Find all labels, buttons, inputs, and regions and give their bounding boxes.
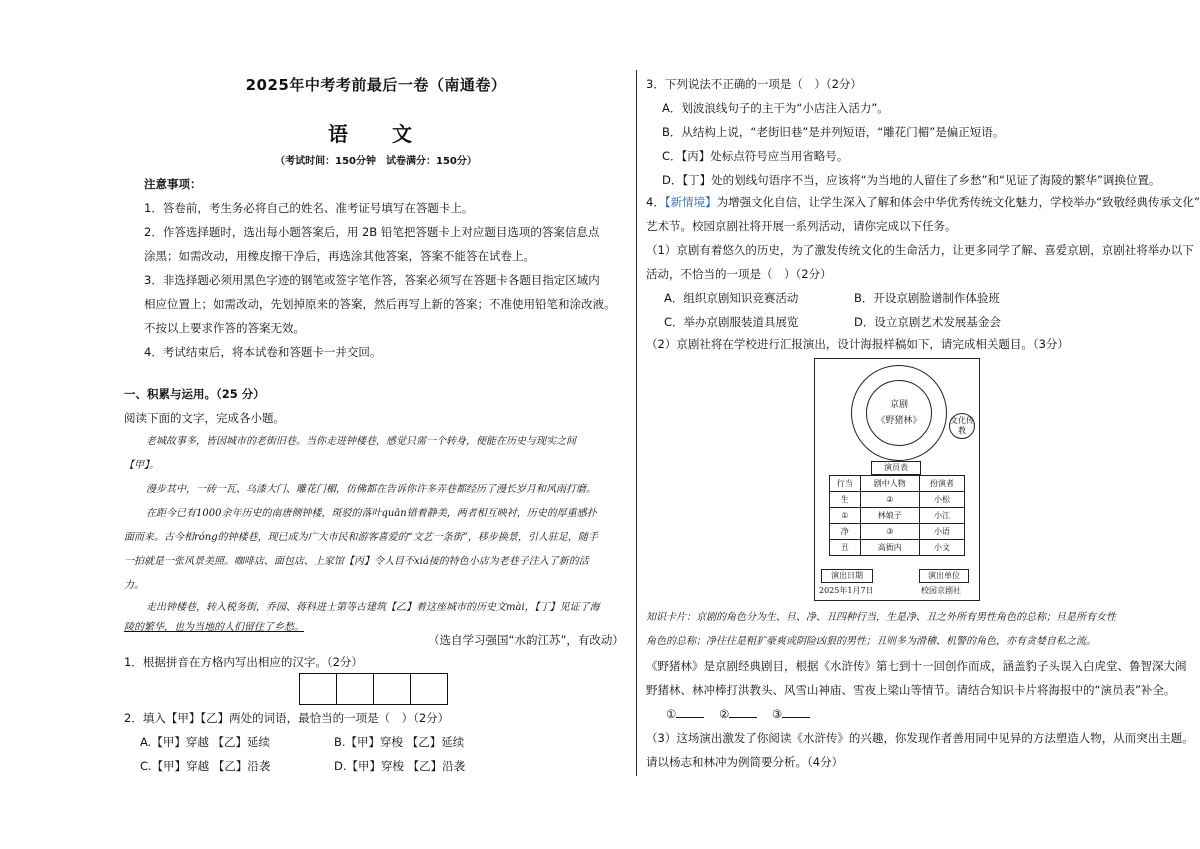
q4-1-text-2: 活动，不恰当的一项是（ ）（2分） <box>646 267 832 281</box>
table-header: 行当 <box>830 476 861 492</box>
q4-2-text: （2）京剧社将在学校进行汇报演出，设计海报样稿如下，请完成相关题目。（3分） <box>646 337 1069 351</box>
q4-text-2: 艺术节。校园京剧社将开展一系列活动，请你完成以下任务。 <box>646 219 957 233</box>
q4-1-option-d: D．设立京剧艺术发展基金会 <box>854 315 1001 329</box>
subject-title: 语 文 <box>328 122 424 146</box>
passage-source: （选自学习强国“水韵江苏”，有改动） <box>428 633 624 647</box>
q2-option-b: B.【甲】穿梭 【乙】延续 <box>334 735 465 749</box>
passage-line: 面而来。古今相róng的钟楼巷，现已成为广大市民和游客喜爱的“文艺一条街”，移步换景，引人驻足，随手 <box>124 532 598 543</box>
answer-blank[interactable] <box>782 707 810 718</box>
q4-3-text: （3）这场演出激发了你阅读《水浒传》的兴趣，你发现作者善用同中见异的方法塑造人物，从而突出主题。 <box>646 731 1194 745</box>
notice-item: 不按以上要求作答的答案无效。 <box>144 321 305 335</box>
passage-line: 在距今已有1000余年历史的南唐侧钟楼，斑驳的落叶quān错着静美，两者相互映衬，历史的厚重感扑 <box>146 508 597 519</box>
q2-option-d: D.【甲】穿梭 【乙】沿袭 <box>334 759 466 773</box>
notice-item: 3．非选择题必须用黑色字迹的钢笔或签字笔作答，答案必须写在答题卡各题目指定区域内 <box>144 273 600 287</box>
cast-table <box>829 475 965 556</box>
table-row <box>830 540 965 556</box>
table-cell: 丑 <box>830 540 861 556</box>
answer-box[interactable] <box>336 673 374 705</box>
q4-number: 4． <box>646 195 665 209</box>
poster-play-name: 《野猪林》 <box>876 416 922 426</box>
table-row <box>830 524 965 540</box>
blank-label: ③ <box>771 707 783 721</box>
answer-box[interactable] <box>373 673 411 705</box>
passage-line: 走出钟楼巷，转入税务街，乔园、蒋科进士第等古建筑【乙】着这座城市的历史文mài，【丁】见证了海 <box>146 602 600 613</box>
notice-item: 2．作答选择题时，选出每小题答案后，用 2B 铅笔把答题卡上对应题目选项的答案信息点 <box>144 225 600 239</box>
q4-1-option-b: B．开设京剧脸谱制作体验班 <box>854 291 1000 305</box>
table-cell: 小文 <box>919 540 964 556</box>
question-3: 3．下列说法不正确的一项是（ ）（2分） <box>646 77 862 91</box>
table-cell: 小松 <box>919 492 964 508</box>
table-cell: 小江 <box>919 508 964 524</box>
passage-line: 漫步其中，一砖一瓦、乌漆大门、雕花门楣，仿佛都在告诉你许多弄巷都经历了漫长岁月和风雨打磨。 <box>146 484 596 495</box>
table-cell: ① <box>830 508 861 524</box>
passage-line: 陵的繁华，也为当地的人们留住了乡愁。 <box>124 622 304 633</box>
q3-option-b: B．从结构上说，“老街旧巷”是并列短语，“雕花门楣”是偏正短语。 <box>662 125 1005 139</box>
section-heading: 一、积累与运用。（25 分） <box>124 387 265 401</box>
fill-blanks <box>666 706 810 722</box>
section-intro: 阅读下面的文字，完成各小题。 <box>124 411 285 425</box>
passage-line: 【甲】。 <box>124 460 159 471</box>
blank-label: ② <box>718 707 730 721</box>
q2-option-a: A.【甲】穿越 【乙】延续 <box>140 735 270 749</box>
column-divider <box>636 70 637 776</box>
q4-1-text: （1）京剧有着悠久的历史，为了激发传统文化的生命活力，让更多同学了解、喜爱京剧，京剧社将举办以下 <box>646 243 1194 257</box>
play-intro: 野猪林、林冲棒打洪教头、风雪山神庙、雪夜上梁山等情节。请结合知识卡片将海报中的“演员表”补全。 <box>646 683 1176 697</box>
answer-box[interactable] <box>299 673 337 705</box>
question-1: 1．根据拼音在方格内写出相应的汉字。（2分） <box>124 655 363 669</box>
table-header: 剧中人物 <box>860 476 919 492</box>
culture-stamp: 文化传教 <box>949 413 975 439</box>
table-cell: ③ <box>860 524 919 540</box>
poster-emblem <box>851 365 947 461</box>
answer-blank[interactable] <box>676 707 704 718</box>
poster-emblem-inner <box>866 380 932 446</box>
exam-info: （考试时间：150分钟 试卷满分：150分） <box>275 156 477 167</box>
notice-item: 相应位置上；如需改动，先划掉原来的答案，然后再写上新的答案；不准使用铅笔和涂改液。 <box>144 297 616 311</box>
passage-line: 一拍就是一张风景美照。咖啡店、面包店、上家馆【丙】令人目不xiá接的特色小店为老巷子注入了新的活 <box>124 556 589 567</box>
table-cell: 生 <box>830 492 861 508</box>
answer-box[interactable] <box>410 673 448 705</box>
table-cell: ② <box>860 492 919 508</box>
blank-label: ① <box>666 707 677 721</box>
q3-option-c: C．【丙】处标点符号应当用省略号。 <box>662 149 849 163</box>
table-header: 扮演者 <box>919 476 964 492</box>
question-2: 2．填入【甲】【乙】两处的词语，最恰当的一项是（ ）（2分） <box>124 711 450 725</box>
q3-option-d: D．【丁】处的划线句语序不当，应该将“为当地的人留住了乡愁”和“见证了海陵的繁华”调换位置。 <box>662 173 1161 187</box>
table-cell: 高衙内 <box>860 540 919 556</box>
exam-title: 2025年中考考前最后一卷（南通卷） <box>245 76 507 94</box>
notice-item: 涂黑；如需改动，用橡皮擦干净后，再选涂其他答案，答案不能答在试卷上。 <box>144 249 535 263</box>
show-unit-value: 校园京剧社 <box>921 586 961 595</box>
answer-blank[interactable] <box>729 707 757 718</box>
new-context-tag: 【新情境】 <box>664 195 717 209</box>
table-cell: 林娘子 <box>860 508 919 524</box>
notice-item: 1．答卷前，考生务必将自己的姓名、准考证号填写在答题卡上。 <box>144 201 474 215</box>
q2-option-c: C.【甲】穿越 【乙】沿袭 <box>140 759 271 773</box>
q3-option-a: A．划波浪线句子的主干为“小店注入活力”。 <box>662 101 889 115</box>
passage-line: 老城故事多，皆因城市的老街旧巷。当你走进钟楼巷，感觉只需一个转身，便能在历史与现实之间 <box>146 436 576 447</box>
q4-1-option-c: C．举办京剧服装道具展览 <box>664 315 799 329</box>
show-date-value: 2025年1月7日 <box>819 586 874 595</box>
cast-list-title: 演员表 <box>871 461 921 475</box>
notice-heading: 注意事项： <box>144 177 202 191</box>
table-header-row <box>830 476 965 492</box>
answer-boxes[interactable] <box>300 673 448 705</box>
table-cell: 小语 <box>919 524 964 540</box>
notice-item: 4．考试结束后，将本试卷和答题卡一并交回。 <box>144 345 382 359</box>
knowledge-card: 知识卡片：京剧的角色分为生、旦、净、丑四种行当，生是净、丑之外所有男性角色的总称；旦是所有女性 <box>646 612 1116 623</box>
show-date-label: 演出日期 <box>821 569 873 583</box>
passage-line: 力。 <box>124 580 144 591</box>
poster-opera-label: 京剧 <box>889 400 908 410</box>
show-unit-label: 演出单位 <box>919 569 969 583</box>
play-intro: 《野猪林》是京剧经典剧目，根据《水浒传》第七到十一回创作而成，涵盖豹子头误入白虎堂、鲁智深大闹 <box>646 659 1187 673</box>
table-cell: 净 <box>830 524 861 540</box>
table-row <box>830 492 965 508</box>
q4-text: 为增强文化自信，让学生深入了解和体会中华优秀传统文化魅力，学校举办“致敬经典传承文化” <box>716 195 1200 209</box>
q4-1-option-a: A．组织京剧知识竞赛活动 <box>664 291 799 305</box>
table-row <box>830 508 965 524</box>
knowledge-card: 角色的总称；净往往是粗犷豪爽或阴险凶狠的男性；丑则多为滑稽、机警的角色，亦有贪婪自私之流。 <box>646 636 1096 647</box>
opera-poster <box>814 358 980 601</box>
q4-3-text-2: 请以杨志和林冲为例简要分析。（4分） <box>646 755 844 769</box>
question-4 <box>646 194 1200 210</box>
